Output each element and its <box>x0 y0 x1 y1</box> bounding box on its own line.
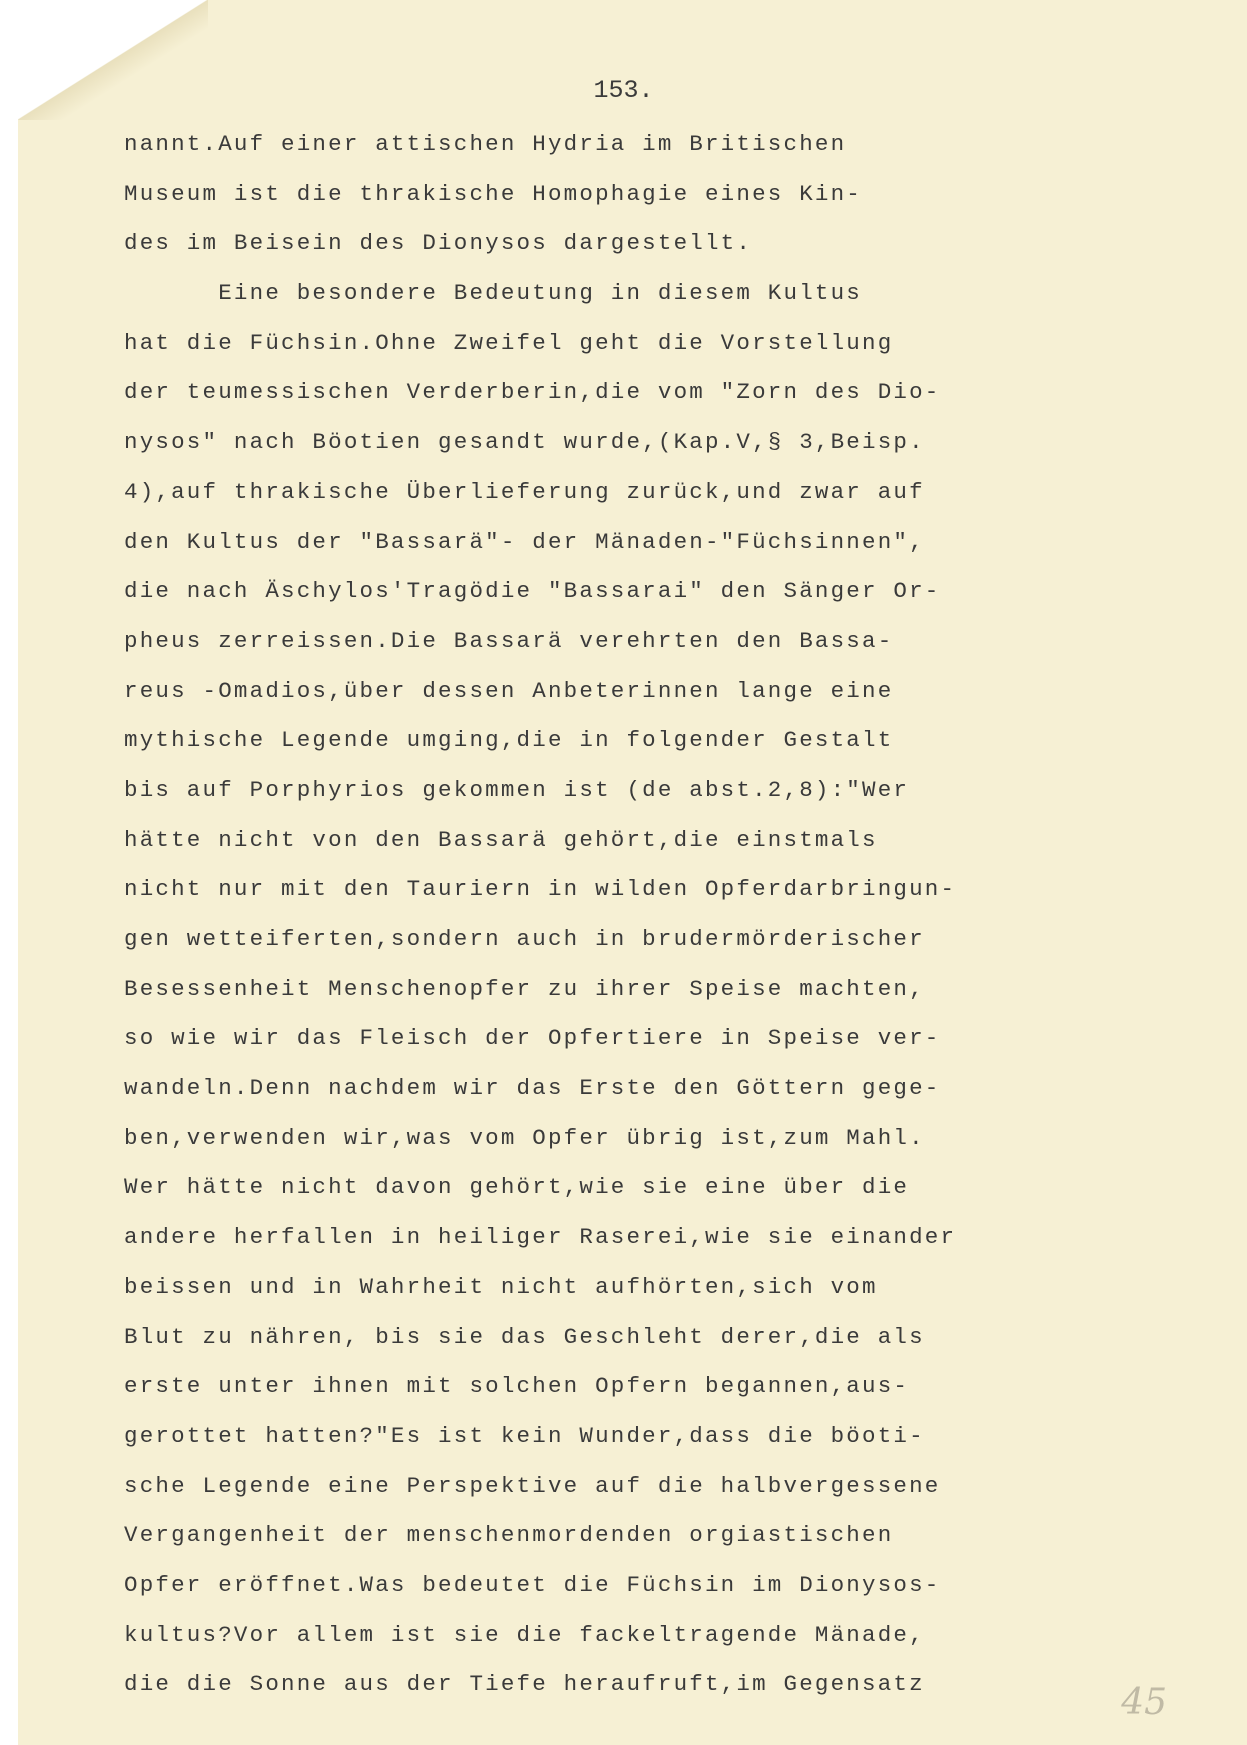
text-line: pheus zerreissen.Die Bassarä verehrten den Bassa- <box>124 627 894 654</box>
text-line: Opfer eröffnet.Was bedeutet die Füchsin im Dionysos- <box>124 1571 941 1598</box>
typed-text-body <box>124 120 1204 1710</box>
text-line: nicht nur mit den Tauriern in wilden Opferdarbringun- <box>124 876 957 903</box>
text-line: wandeln.Denn nachdem wir das Erste den Göttern gege- <box>124 1075 941 1102</box>
text-line: nannt.Auf einer attischen Hydria im Britischen <box>124 131 847 157</box>
text-line: Besessenheit Menschenopfer zu ihrer Speise machten, <box>124 975 925 1002</box>
text-line: des im Beisein des Dionysos dargestellt. <box>124 230 753 257</box>
text-line: nysos" nach Böotien gesandt wurde,(Kap.V,§ 3,Beisp. <box>124 429 925 456</box>
text-line: Museum ist die thrakische Homophagie eines Kin- <box>124 180 863 207</box>
text-line: ben,verwenden wir,was vom Opfer übrig ist,zum Mahl. <box>124 1124 925 1151</box>
text-line: mythische Legende umging,die in folgender Gestalt <box>124 727 894 754</box>
text-line: sche Legende eine Perspektive auf die halbvergessene <box>124 1472 941 1499</box>
text-line: gen wetteiferten,sondern auch in brudermörderischer <box>124 926 925 952</box>
page-number: 153. <box>593 76 654 105</box>
folio-number: 45 <box>1121 1682 1167 1723</box>
text-line: andere herfallen in heiliger Raserei,wie sie einander <box>124 1224 957 1251</box>
text-line: so wie wir das Fleisch der Opfertiere in Speise ver- <box>124 1025 941 1052</box>
text-line: die nach Äschylos'Tragödie "Bassarai" den Sänger Or- <box>124 578 941 605</box>
text-line: kultus?Vor allem ist sie die fackeltragende Mänade, <box>124 1621 925 1648</box>
text-line: Eine besondere Bedeutung in diesem Kultus <box>124 280 863 307</box>
text-line: Wer hätte nicht davon gehört,wie sie eine über die <box>124 1174 910 1201</box>
text-line: Blut zu nähren, bis sie das Geschleht derer,die als <box>124 1323 925 1350</box>
text-line: hätte nicht von den Bassarä gehört,die einstmals <box>124 826 878 853</box>
text-line: gerottet hatten?"Es ist kein Wunder,dass die böoti- <box>124 1422 925 1449</box>
text-line: hat die Füchsin.Ohne Zweifel geht die Vorstellung <box>124 329 894 356</box>
text-line: der teumessischen Verderberin,die vom "Zorn des Dio- <box>124 379 941 406</box>
text-line: reus -Omadios,über dessen Anbeterinnen lange eine <box>124 677 894 704</box>
text-line: beissen und in Wahrheit nicht aufhörten,sich vom <box>124 1273 878 1300</box>
text-line: Vergangenheit der menschenmordenden orgiastischen <box>124 1522 894 1549</box>
text-line: den Kultus der "Bassarä"- der Mänaden-"Füchsinnen", <box>124 528 925 555</box>
text-line: 4),auf thrakische Überlieferung zurück,und zwar auf <box>124 478 925 505</box>
text-line: erste unter ihnen mit solchen Opfern begannen,aus- <box>124 1373 910 1400</box>
text-line: bis auf Porphyrios gekommen ist (de abst.2,8):"Wer <box>124 776 910 803</box>
text-line: die die Sonne aus der Tiefe heraufruft,im Gegensatz <box>124 1671 925 1698</box>
